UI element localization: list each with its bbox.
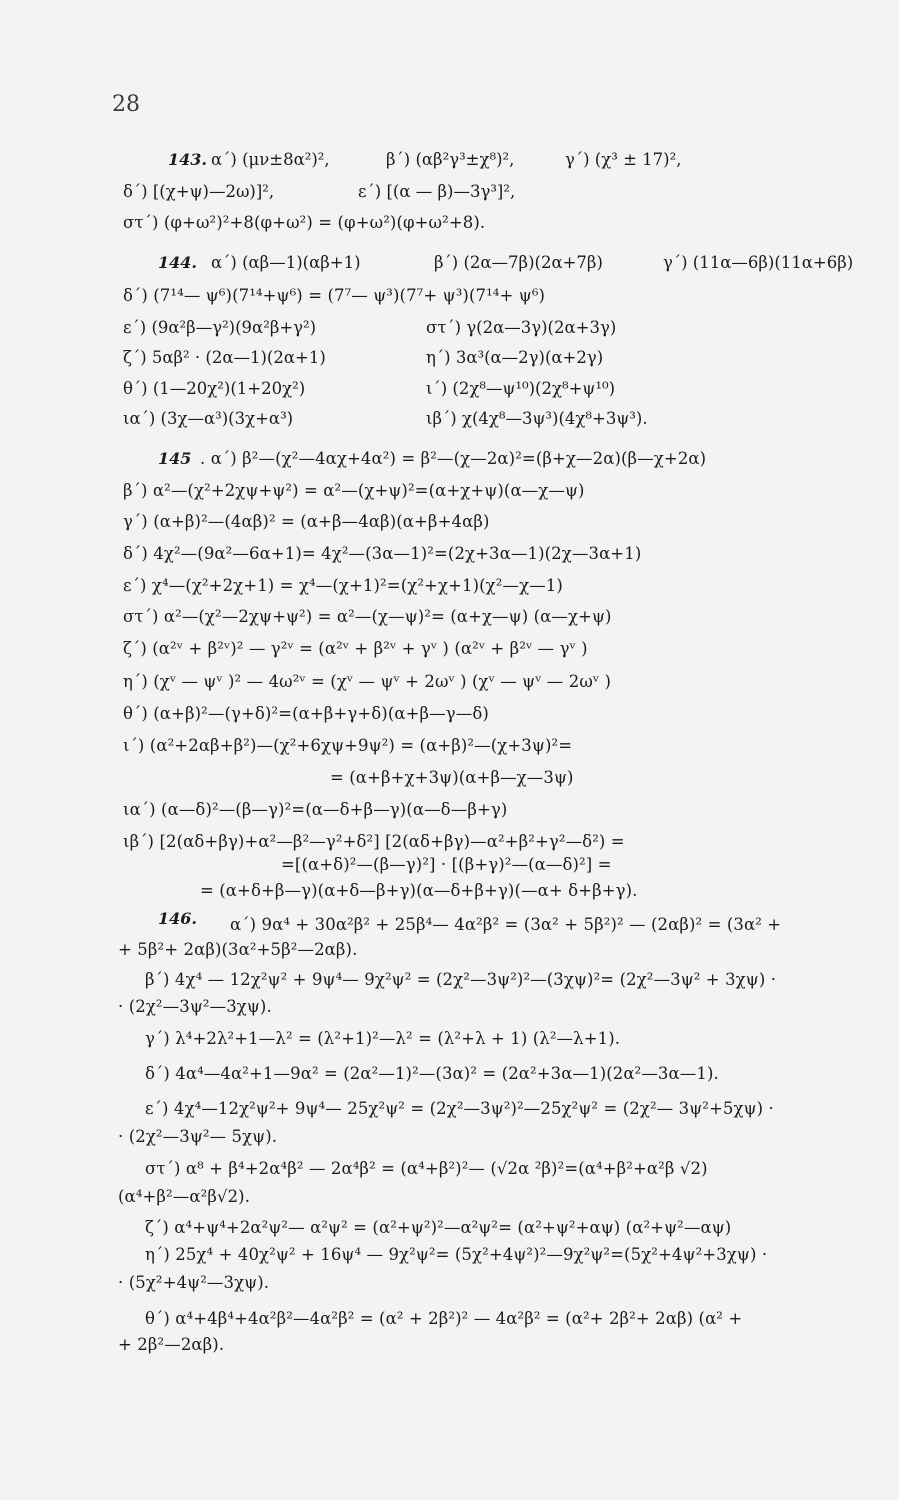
ex145-th: θ΄) (α+β)²—(γ+δ)²=(α+β+γ+δ)(α+β—γ—δ) [123, 704, 489, 723]
ex145-h: η΄) (χᵛ — ψᵛ )² — 4ω²ᵛ = (χᵛ — ψᵛ + 2ωᵛ ) (χᵛ — ψᵛ — 2ωᵛ ) [123, 672, 612, 691]
ex145-z: ζ΄) (α²ᵛ + β²ᵛ)² — γ²ᵛ = (α²ᵛ + β²ᵛ + γᵛ ) (α²ᵛ + β²ᵛ — γᵛ ) [123, 639, 588, 658]
ex146-a-line1: α΄) 9α⁴ + 30α²β² + 25β⁴— 4α²β² = (3α² + 5β²)² — (2αβ)² = (3α² + [230, 915, 782, 934]
ex145-ib-line3: = (α+δ+β—γ)(α+δ—β+γ)(α—δ+β+γ)(—α+ δ+β+γ). [200, 881, 638, 900]
ex145-d: δ΄) 4χ²—(9α²—6α+1)= 4χ²—(3α—1)²=(2χ+3α—1)(2χ—3α+1) [123, 544, 642, 563]
ex145-ia: ια΄) (α—δ)²—(β—γ)²=(α—δ+β—γ)(α—δ—β+γ) [123, 800, 508, 819]
ex146-g: γ΄) λ⁴+2λ²+1—λ² = (λ²+1)²—λ² = (λ²+λ + 1) (λ²—λ+1). [145, 1029, 621, 1048]
ex144-ia: ια΄) (3χ—α³)(3χ+α³) [123, 409, 294, 428]
ex143-d: δ΄) [(χ+ψ)—2ω)]², [123, 182, 275, 201]
ex144-st: στ΄) γ(2α—3γ)(2α+3γ) [426, 318, 617, 337]
ex144-g: γ΄) (11α—6β)(11α+6β) [663, 253, 854, 272]
ex144-i: ι΄) (2χ⁸—ψ¹⁰)(2χ⁸+ψ¹⁰) [426, 379, 616, 398]
ex144-b: β΄) (2α—7β)(2α+7β) [434, 253, 603, 272]
ex145-i-line2: = (α+β+χ+3ψ)(α+β—χ—3ψ) [330, 768, 574, 787]
ex144-e: ε΄) (9α²β—γ²)(9α²β+γ²) [123, 318, 317, 337]
ex146-z: ζ΄) α⁴+ψ⁴+2α²ψ²— α²ψ² = (α²+ψ²)²—α²ψ²= (α²+ψ²+αψ) (α²+ψ²—αψ) [145, 1218, 732, 1237]
ex146-a-line2: + 5β²+ 2αβ)(3α²+5β²—2αβ). [118, 940, 358, 959]
ex143-b: β΄) (αβ²γ³±χ⁸)², [386, 150, 515, 169]
ex145-i-line1: ι΄) (α²+2αβ+β²)—(χ²+6χψ+9ψ²) = (α+β)²—(χ+3ψ)²= [123, 736, 573, 755]
ex146-e-line1: ε΄) 4χ⁴—12χ²ψ²+ 9ψ⁴— 25χ²ψ² = (2χ²—3ψ²)²—25χ²ψ² = (2χ²— 3ψ²+5χψ) · [145, 1099, 774, 1118]
ex143-g: γ΄) (χ³ ± 17)², [565, 150, 682, 169]
ex144-h: η΄) 3α³(α—2γ)(α+2γ) [426, 348, 604, 367]
ex144-a: α΄) (αβ—1)(αβ+1) [211, 253, 361, 272]
ex145-st: στ΄) α²—(χ²—2χψ+ψ²) = α²—(χ—ψ)²= (α+χ—ψ) (α—χ+ψ) [123, 607, 612, 626]
ex146-h-line1: η΄) 25χ⁴ + 40χ²ψ² + 16ψ⁴ — 9χ²ψ²= (5χ²+4ψ²)²—9χ²ψ²=(5χ²+4ψ²+3χψ) · [145, 1245, 768, 1264]
ex146-b-line1: β΄) 4χ⁴ — 12χ²ψ² + 9ψ⁴— 9χ²ψ² = (2χ²—3ψ²)²—(3χψ)²= (2χ²—3ψ² + 3χψ) · [145, 970, 777, 989]
ex145-e: ε΄) χ⁴—(χ²+2χ+1) = χ⁴—(χ+1)²=(χ²+χ+1)(χ²—χ—1) [123, 576, 563, 595]
page-number: 28 [112, 92, 140, 117]
ex145-ib-line2: =[(α+δ)²—(β—γ)²] · [(β+γ)²—(α—δ)²] = [281, 855, 612, 874]
ex145-ib-line1: ιβ΄) [2(αδ+βγ)+α²—β²—γ²+δ²] [2(αδ+βγ)—α²+β²+γ²—δ²) = [123, 832, 625, 851]
exercise-number-143: 143. [168, 150, 207, 169]
ex144-th: θ΄) (1—20χ²)(1+20χ²) [123, 379, 306, 398]
ex146-b-line2: · (2χ²—3ψ²—3χψ). [118, 997, 272, 1016]
ex146-st-line1: στ΄) α⁸ + β⁴+2α⁴β² — 2α⁴β² = (α⁴+β²)²— (√2α ²β)²=(α⁴+β²+α²β √2) [145, 1159, 708, 1178]
exercise-number-145: 145 [158, 449, 192, 468]
exercise-number-144: 144. [158, 253, 197, 272]
ex146-h-line2: · (5χ²+4ψ²—3χψ). [118, 1273, 270, 1292]
ex146-d: δ΄) 4α⁴—4α²+1—9α² = (2α²—1)²—(3α)² = (2α²+3α—1)(2α²—3α—1). [145, 1064, 719, 1083]
ex144-ib: ιβ΄) χ(4χ⁸—3ψ³)(4χ⁸+3ψ³). [426, 409, 648, 428]
ex143-a: α΄) (μν±8α²)², [211, 150, 330, 169]
ex145-b: β΄) α²—(χ²+2χψ+ψ²) = α²—(χ+ψ)²=(α+χ+ψ)(α—χ—ψ) [123, 481, 585, 500]
exercise-number-146: 146. [158, 909, 197, 928]
ex146-e-line2: · (2χ²—3ψ²— 5χψ). [118, 1127, 278, 1146]
ex143-e: ε΄) [(α — β)—3γ³]², [358, 182, 516, 201]
ex145-a: . α΄) β²—(χ²—4αχ+4α²) = β²—(χ—2α)²=(β+χ—2α)(β—χ+2α) [200, 449, 707, 468]
ex143-st: στ΄) (φ+ω²)²+8(φ+ω²) = (φ+ω²)(φ+ω²+8). [123, 213, 486, 232]
ex144-d: δ΄) (7¹⁴— ψ⁶)(7¹⁴+ψ⁶) = (7⁷— ψ³)(7⁷+ ψ³)(7¹⁴+ ψ⁶) [123, 286, 546, 305]
ex146-th-line1: θ΄) α⁴+4β⁴+4α²β²—4α²β² = (α² + 2β²)² — 4α²β² = (α²+ 2β²+ 2αβ) (α² + [145, 1309, 743, 1328]
ex146-th-line2: + 2β²—2αβ). [118, 1335, 225, 1354]
ex146-st-line2: (α⁴+β²—α²β√2). [118, 1187, 251, 1206]
ex144-z: ζ΄) 5αβ² · (2α—1)(2α+1) [123, 348, 326, 367]
ex145-g: γ΄) (α+β)²—(4αβ)² = (α+β—4αβ)(α+β+4αβ) [123, 512, 490, 531]
